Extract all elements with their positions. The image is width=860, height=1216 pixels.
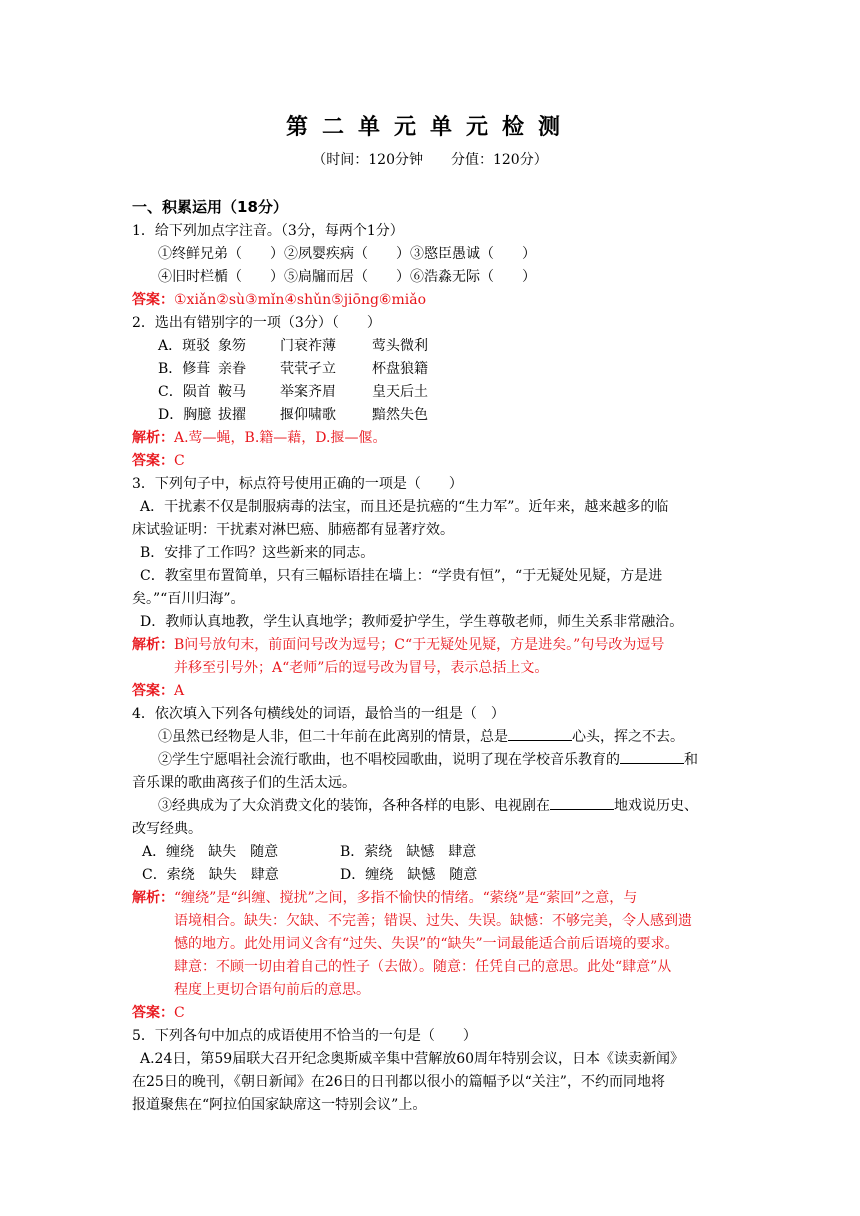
option-cell: D．胸臆 [158,407,212,423]
option-cell: 杯盘狼籍 [372,361,428,377]
analysis-line: 肆意：不顾一切由着自己的性子（去做）。随意：任凭自己的意思。此处“肆意”从 [174,959,672,975]
question-3-option-c: C．教室里布置简单，只有三幅标语挂在墙上：“学贵有恒”，“于无疑处见疑，方是进 [140,568,663,584]
analysis-line: 憾的地方。此处用词义含有“过失、失误”的“缺失”一词最能适合前后语境的要求。 [174,936,679,952]
option-cell: A．斑驳 [158,338,211,354]
option-cell: 举案齐眉 [280,384,336,400]
page-subtitle: （时间：120分钟 分值：120分） [312,152,548,168]
question-4-sentence-3 [132,795,732,818]
question-2-option-b [132,358,732,381]
question-3-option-d: D．教师认真地教，学生认真地学；教师爱护学生，学生尊敬老师，师生关系非常融洽。 [140,614,684,630]
answer-label: 答案： [132,453,174,469]
question-5-option-a-cont-2: 报道聚焦在“阿拉伯国家缺席这一特别会议”上。 [132,1097,427,1113]
option-cell: 象笏 [218,338,246,354]
question-3-stem: 3．下列句子中，标点符号使用正确的一项是（ ） [132,476,463,492]
option-c: C．索绕 缺失 肆意 [142,867,279,883]
analysis-label: 解析： [132,890,174,906]
sentence-text: ②学生宁愿唱社会流行歌曲，也不唱校园歌曲，说明了现在学校音乐教育的 [158,752,620,768]
option-cell: 门衰祚薄 [280,338,336,354]
question-5-option-a: A.24日，第59届联大召开纪念奥斯威辛集中营解放60周年特别会议，日本《读卖新闻》 [140,1051,685,1067]
answer-label: 答案： [132,683,174,699]
question-1-row-2: ④旧时栏楯（ ）⑤扃牖而居（ ）⑥浩淼无际（ ） [158,269,536,285]
question-2-answer [132,450,732,473]
question-2-option-a [132,335,732,358]
option-d: D．缠绕 缺憾 随意 [340,867,478,883]
analysis-line: 程度上更切合语句前后的意思。 [174,982,370,998]
analysis-line: 语境相合。缺失：欠缺、不完善；错误、过失、失误。缺憾：不够完美，令人感到遗 [174,913,692,929]
option-a: A．缠绕 缺失 随意 [142,844,279,860]
question-1-stem: 1．给下列加点字注音。（3分，每两个1分） [132,223,404,239]
fill-blank-3[interactable] [550,795,614,810]
analysis-label: 解析： [132,430,174,446]
question-4-sentence-1 [132,726,732,749]
question-3-option-b: B．安排了工作吗？这些新来的同志。 [140,545,375,561]
option-cell: 亲眷 [218,361,246,377]
sentence-text: 地戏说历史、 [614,798,698,814]
question-2-option-c [132,381,732,404]
option-b: B．萦绕 缺憾 肆意 [340,844,477,860]
option-cell: 拔擢 [218,407,246,423]
option-cell: 皇天后土 [372,384,428,400]
question-1-row-1: ①终鲜兄弟（ ）②夙婴疾病（ ）③愍臣愚诚（ ） [158,246,536,262]
question-1-answer [132,289,732,312]
answer-text: C [174,453,185,469]
question-4-sentence-2-cont: 音乐课的歌曲离孩子们的生活太远。 [132,775,356,791]
question-4-sentence-2 [132,749,732,772]
analysis-line-1: B问号放句末，前面问号改为逗号；C“于无疑处见疑，方是进矣。”句号改为逗号 [174,637,665,653]
option-cell: 莺头微利 [372,338,428,354]
answer-label: 答案： [132,292,174,308]
question-2-stem: 2．选出有错别字的一项（3分）（ ） [132,315,381,331]
question-3-answer [132,680,732,703]
question-4-sentence-3-cont: 改写经典。 [132,821,202,837]
question-3-analysis [132,634,732,680]
page-title: 第二单元单元检测 [285,115,574,140]
question-5-stem: 5．下列各句中加点的成语使用不恰当的一句是（ ） [132,1028,477,1044]
section-heading: 一、积累运用（18分） [132,198,288,216]
option-cell: 揠仰啸歌 [280,407,336,423]
question-4-analysis [132,887,732,1002]
option-cell: 鞍马 [218,384,246,400]
question-3-option-a: A．干扰素不仅是制服病毒的法宝，而且还是抗癌的“生力军”。近年来，越来越多的临 [140,499,669,515]
question-5-option-a-cont: 在25日的晚刊，《朝日新闻》在26日的日刊都以很小的篇幅予以“关注”，不约而同地将 [132,1074,665,1090]
sentence-text: ③经典成为了大众消费文化的装饰，各种各样的电影、电视剧在 [158,798,550,814]
fill-blank-2[interactable] [620,749,684,764]
question-3-option-a-cont: 床试验证明：干扰素对淋巴癌、肺癌都有显著疗效。 [132,522,454,538]
answer-text: C [174,1005,185,1021]
question-4-stem: 4．依次填入下列各句横线处的词语，最恰当的一组是（ ） [132,706,505,722]
answer-text: ①xiǎn②sù③mǐn④shǔn⑤jiōng⑥miǎo [174,292,426,308]
analysis-label: 解析： [132,637,174,653]
question-4-answer [132,1002,732,1025]
option-cell: C．陨首 [158,384,211,400]
analysis-line-2: 并移至引号外；A“老师”后的逗号改为冒号，表示总括上文。 [174,660,549,676]
question-2-option-d [132,404,732,427]
sentence-text: ①虽然已经物是人非，但二十年前在此离别的情景，总是 [158,729,508,745]
question-4-options-row-1 [132,841,732,864]
question-2-analysis [132,427,732,450]
option-cell: 黯然失色 [372,407,428,423]
question-3-option-c-cont: 矣。”“百川归海”。 [132,591,245,607]
option-cell: B．修葺 [158,361,211,377]
sentence-text: 和 [684,752,698,768]
analysis-line: “缠绕”是“纠缠、搅扰”之间，多指不愉快的情绪。“萦绕”是“萦回”之意，与 [174,890,638,906]
answer-label: 答案： [132,1005,174,1021]
option-cell: 茕茕孑立 [280,361,336,377]
fill-blank-1[interactable] [508,726,572,741]
analysis-text: A.莺—蝇，B.籍—藉，D.揠—偃。 [174,430,387,446]
question-4-options-row-2 [132,864,732,887]
exam-content [132,196,732,1117]
sentence-text: 心头，挥之不去。 [572,729,684,745]
answer-text: A [174,683,185,699]
